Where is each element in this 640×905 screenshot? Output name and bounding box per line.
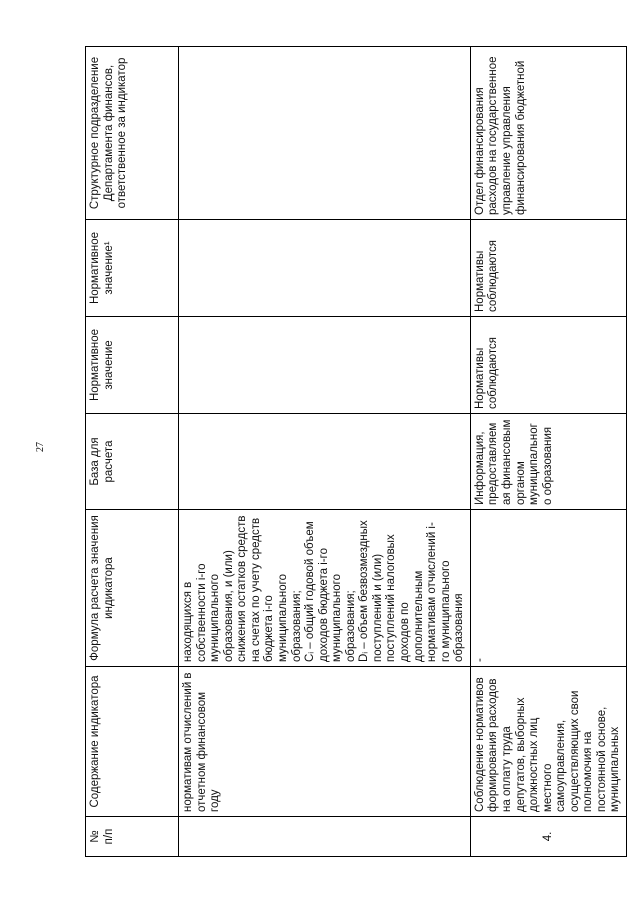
cell-content: Соблюдение нормативов формирования расходов на оплату труда депутатов, выборных должностных лиц местного самоуправления, осуществляющих свои полномочия на постоянной основе, муниципальных: [470, 667, 626, 817]
cell-department: Отдел финансирования расходов на государственное управление управления финансирования бюджетной: [470, 47, 626, 220]
cell-base: Информация, предоставляемая финансовым органом муниципального образования: [470, 414, 626, 510]
header-department: Структурное подразделение Департамента финансов, ответственное за индикатор: [86, 47, 179, 220]
header-num: № п/п: [86, 817, 179, 857]
header-formula: Формула расчета значения индикатора: [86, 510, 179, 667]
cell-formula: -: [470, 510, 626, 667]
cell-norm-value-footnote: Нормативы соблюдаются: [470, 220, 626, 317]
cell-base: [179, 414, 471, 510]
cell-norm-value: Нормативы соблюдаются: [470, 317, 626, 414]
header-norm-value: Нормативное значение: [86, 317, 179, 414]
cell-num: 4.: [470, 817, 626, 857]
cell-formula: находящихся в собственности i-го муниципального образования, и (или) снижения остатков средств на счетах по учету средств бюджета i-го муниципального образования; Cᵢ – общий годовой объем доходов бюджета i-го муниципального образования; Dᵢ – объем безвозмездных поступлений и (или) поступлений налоговых доходов по дополнительным нормативам отчислений i-го муниципального образования: [179, 510, 471, 667]
page-number: 27: [35, 442, 46, 452]
header-base: База для расчета: [86, 414, 179, 510]
table-row: [179, 47, 471, 857]
cell-num: [179, 817, 471, 857]
indicator-table: [85, 46, 627, 857]
cell-content: нормативам отчислений в отчетном финансовом году: [179, 667, 471, 817]
table-header-row: [86, 47, 179, 857]
table-row: [470, 47, 626, 857]
header-norm-value-footnote: Нормативное значение¹: [86, 220, 179, 317]
rotated-page: [35, 47, 625, 857]
header-content: Содержание индикатора: [86, 667, 179, 817]
cell-department: [179, 47, 471, 220]
cell-norm-value: [179, 317, 471, 414]
cell-norm-value-footnote: [179, 220, 471, 317]
